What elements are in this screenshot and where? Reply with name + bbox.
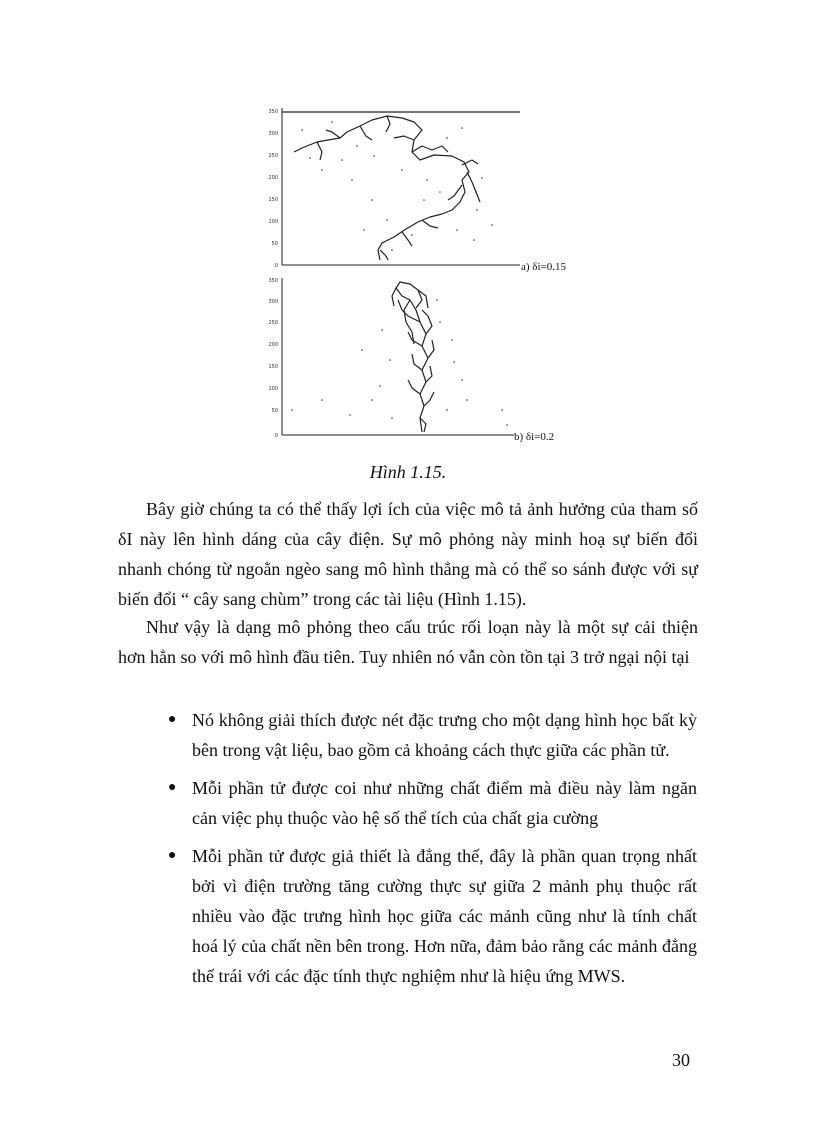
list-item-text: Nó không giải thích được nét đặc trưng cho một dạng hình học bất kỳ bên trong vật liệu, bao gồm cả khoảng cách thực giữa các phần tử. [192,710,697,760]
panel-b-tick: 200 [268,342,278,348]
panel-b [268,278,554,443]
panel-b-label: b) δi=0.2 [514,431,555,443]
bullet-icon: ● [168,780,177,795]
list-item [168,773,697,833]
panel-b-tree [392,282,434,432]
panel-a [268,108,566,273]
bullet-icon: ● [168,848,177,863]
panel-a-tick: 0 [274,263,278,269]
panel-b-tick: 300 [268,299,278,305]
panel-a-label: a) δi=0.15 [521,261,566,273]
panel-b-tick: 350 [268,278,278,284]
panel-b-tick: 250 [268,320,278,326]
panel-a-tree [294,116,480,260]
tree-figure [262,100,592,450]
bullet-icon: ● [168,712,177,727]
paragraph-1-text: Bây giờ chúng ta có thể thấy lợi ích của việc mô tả ảnh hưởng của tham số δI này lên hình dáng của cây điện. Sự mô phỏng này minh hoạ sự biến đổi nhanh chóng từ ngoằn ngèo sang mô hình thẳng mà có thể so sánh được với sự biến đổi “ cây sang chùm” trong các tài liệu (Hình 1.15). [118,499,698,609]
list-item [168,705,697,765]
figure-caption: Hình 1.15. [369,462,447,482]
page-number: 30 [672,1050,690,1070]
panel-b-tick: 0 [274,433,278,439]
paragraph-2-text: Như vậy là dạng mô phỏng theo cấu trúc rối loạn này là một sự cải thiện hơn hẳn so với mô hình đầu tiên. Tuy nhiên nó vẫn còn tồn tại 3 trở ngại nội tại [118,617,698,667]
tree-figure-svg [262,100,592,450]
list-item [168,841,697,991]
panel-a-tick: 250 [268,153,278,159]
panel-a-tick: 350 [268,109,278,115]
panel-a-tick: 50 [271,241,278,247]
panel-b-tick: 50 [271,408,278,414]
paragraph-1 [118,494,698,614]
panel-a-tick: 150 [268,197,278,203]
panel-a-tick: 300 [268,131,278,137]
panel-b-scatter-dots [291,299,508,426]
paragraph-2 [118,612,698,672]
list-item-text: Mỗi phần tử được giả thiết là đẳng thế, đây là phần quan trọng nhất bởi vì điện trường tăng cường thực sự giữa 2 mảnh phụ thuộc rất nhiều vào đặc trưng hình học giữa các mảnh cũng như là tính chất hoá lý của chất nền bên trong. Hơn nữa, đảm bảo rằng các mảnh đẳng thế trái với các đặc tính thực nghiệm như là hiệu ứng MWS. [192,846,697,986]
list-item-text: Mỗi phần tử được coi như những chất điểm mà điều này làm ngăn cản việc phụ thuộc vào hệ số thể tích của chất gia cường [192,778,697,828]
bullet-list [0,705,816,991]
panel-a-tick: 100 [268,219,278,225]
panel-a-tick: 200 [268,175,278,181]
panel-b-tick: 100 [268,386,278,392]
panel-b-tick: 150 [268,364,278,370]
